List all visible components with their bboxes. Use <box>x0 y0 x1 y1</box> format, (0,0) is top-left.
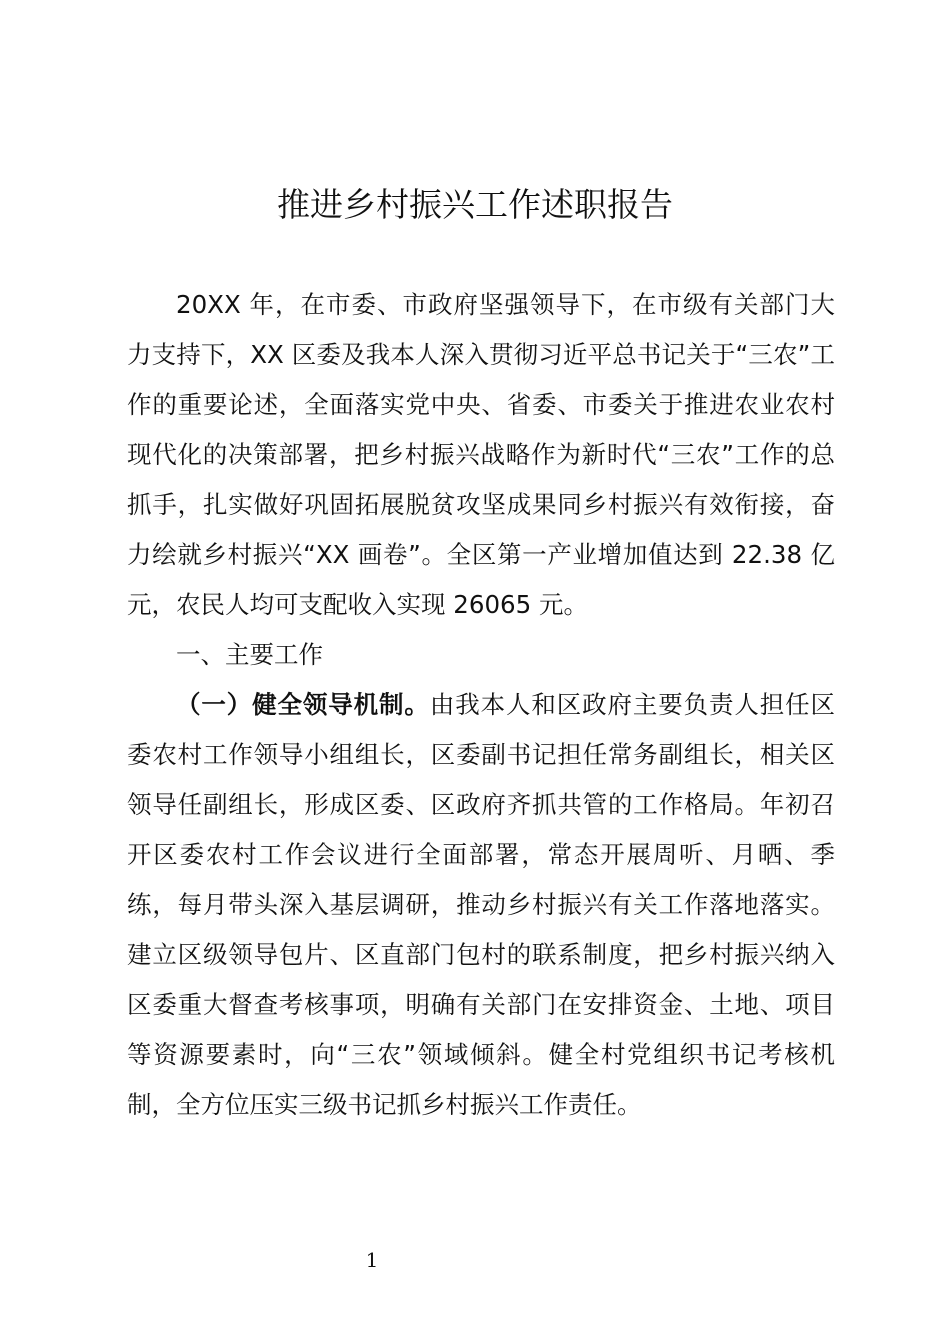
item-paragraph-leadership <box>127 680 835 1130</box>
item-text-leadership: 由我本人和区政府主要负责人担任区委农村工作领导小组组长，区委副书记担任常务副组长，相关区领导任副组长，形成区委、区政府齐抓共管的工作格局。年初召开区委农村工作会议进行全面部署，常态开展周听、月晒、季练，每月带头深入基层调研，推动乡村振兴有关工作落地落实。建立区级领导包片、区直部门包村的联系制度，把乡村振兴纳入区委重大督查考核事项，明确有关部门在安排资金、土地、项目等资源要素时，向“三农”领域倾斜。健全村党组织书记考核机制，全方位压实三级书记抓乡村振兴工作责任。 <box>127 690 836 1119</box>
document-body <box>127 280 835 1130</box>
section-heading-main-work: 一、主要工作 <box>176 640 323 669</box>
document-title: 推进乡村振兴工作述职报告 <box>277 185 673 224</box>
page-number: 1 <box>365 1248 379 1272</box>
item-label-leadership: （一）健全领导机制。 <box>176 690 430 719</box>
intro-paragraph: 20XX 年，在市委、市政府坚强领导下，在市级有关部门大力支持下，XX 区委及我本人深入贯彻习近平总书记关于“三农”工作的重要论述，全面落实党中央、省委、市委关于推进农业农村现代化的决策部署，把乡村振兴战略作为新时代“三农”工作的总抓手，扎实做好巩固拓展脱贫攻坚成果同乡村振兴有效衔接，奋力绘就乡村振兴“XX 画卷”。全区第一产业增加值达到 22.38 亿元，农民人均可支配收入实现 26065 元。 <box>127 290 835 619</box>
